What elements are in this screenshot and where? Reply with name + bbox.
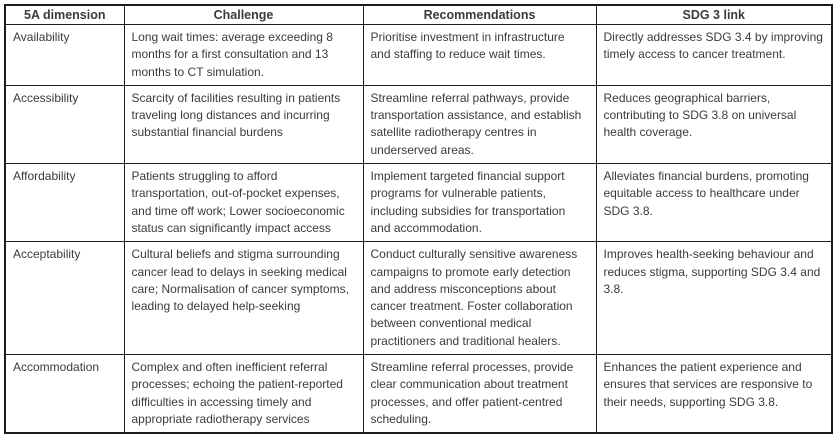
column-header-recommendations: Recommendations bbox=[363, 5, 596, 25]
table-row-acceptability bbox=[5, 242, 832, 355]
table-row-accessibility bbox=[5, 85, 832, 163]
cell-sdg-link: Alleviates financial burdens, promoting equitable access to healthcare under SDG 3.8. bbox=[596, 164, 832, 242]
cell-challenge: Complex and often inefficient referral processes; echoing the patient-reported difficulties in accessing timely and appropriate radiotherapy services bbox=[124, 355, 363, 434]
column-header-challenge: Challenge bbox=[124, 5, 363, 25]
5a-dimensions-table bbox=[4, 4, 833, 434]
cell-recommendations: Implement targeted financial support programs for vulnerable patients, including subsidies for transportation and accommodation. bbox=[363, 164, 596, 242]
cell-challenge: Scarcity of facilities resulting in patients traveling long distances and incurring substantial financial burdens bbox=[124, 85, 363, 163]
cell-recommendations: Streamline referral processes, provide clear communication about treatment processes, and offer patient-centred scheduling. bbox=[363, 355, 596, 434]
table-row-availability bbox=[5, 25, 832, 86]
cell-dimension: Availability bbox=[5, 25, 124, 86]
cell-sdg-link: Improves health-seeking behaviour and reduces stigma, supporting SDG 3.4 and 3.8. bbox=[596, 242, 832, 355]
cell-sdg-link: Enhances the patient experience and ensures that services are responsive to their needs, supporting SDG 3.8. bbox=[596, 355, 832, 434]
cell-challenge: Long wait times: average exceeding 8 months for a first consultation and 13 months to CT simulation. bbox=[124, 25, 363, 86]
cell-dimension: Affordability bbox=[5, 164, 124, 242]
column-header-5a-dimension: 5A dimension bbox=[5, 5, 124, 25]
cell-sdg-link: Reduces geographical barriers, contributing to SDG 3.8 on universal health coverage. bbox=[596, 85, 832, 163]
table-header-row bbox=[5, 5, 832, 25]
paper-table-container bbox=[4, 4, 833, 434]
cell-recommendations: Conduct culturally sensitive awareness campaigns to promote early detection and address misconceptions about cancer treatment. Foster collaboration between conventional medical practitioners and traditional healers. bbox=[363, 242, 596, 355]
table-row-affordability bbox=[5, 164, 832, 242]
cell-sdg-link: Directly addresses SDG 3.4 by improving timely access to cancer treatment. bbox=[596, 25, 832, 86]
cell-challenge: Cultural beliefs and stigma surrounding cancer lead to delays in seeking medical care; Normalisation of cancer symptoms, leading to delayed help-seeking bbox=[124, 242, 363, 355]
cell-dimension: Accommodation bbox=[5, 355, 124, 434]
cell-challenge: Patients struggling to afford transportation, out-of-pocket expenses, and time off work; Lower socioeconomic status can significantly impact access bbox=[124, 164, 363, 242]
cell-recommendations: Prioritise investment in infrastructure and staffing to reduce wait times. bbox=[363, 25, 596, 86]
cell-dimension: Acceptability bbox=[5, 242, 124, 355]
column-header-sdg-3-link: SDG 3 link bbox=[596, 5, 832, 25]
cell-recommendations: Streamline referral pathways, provide transportation assistance, and establish satellite radiotherapy centres in underserved areas. bbox=[363, 85, 596, 163]
cell-dimension: Accessibility bbox=[5, 85, 124, 163]
table-row-accommodation bbox=[5, 355, 832, 434]
